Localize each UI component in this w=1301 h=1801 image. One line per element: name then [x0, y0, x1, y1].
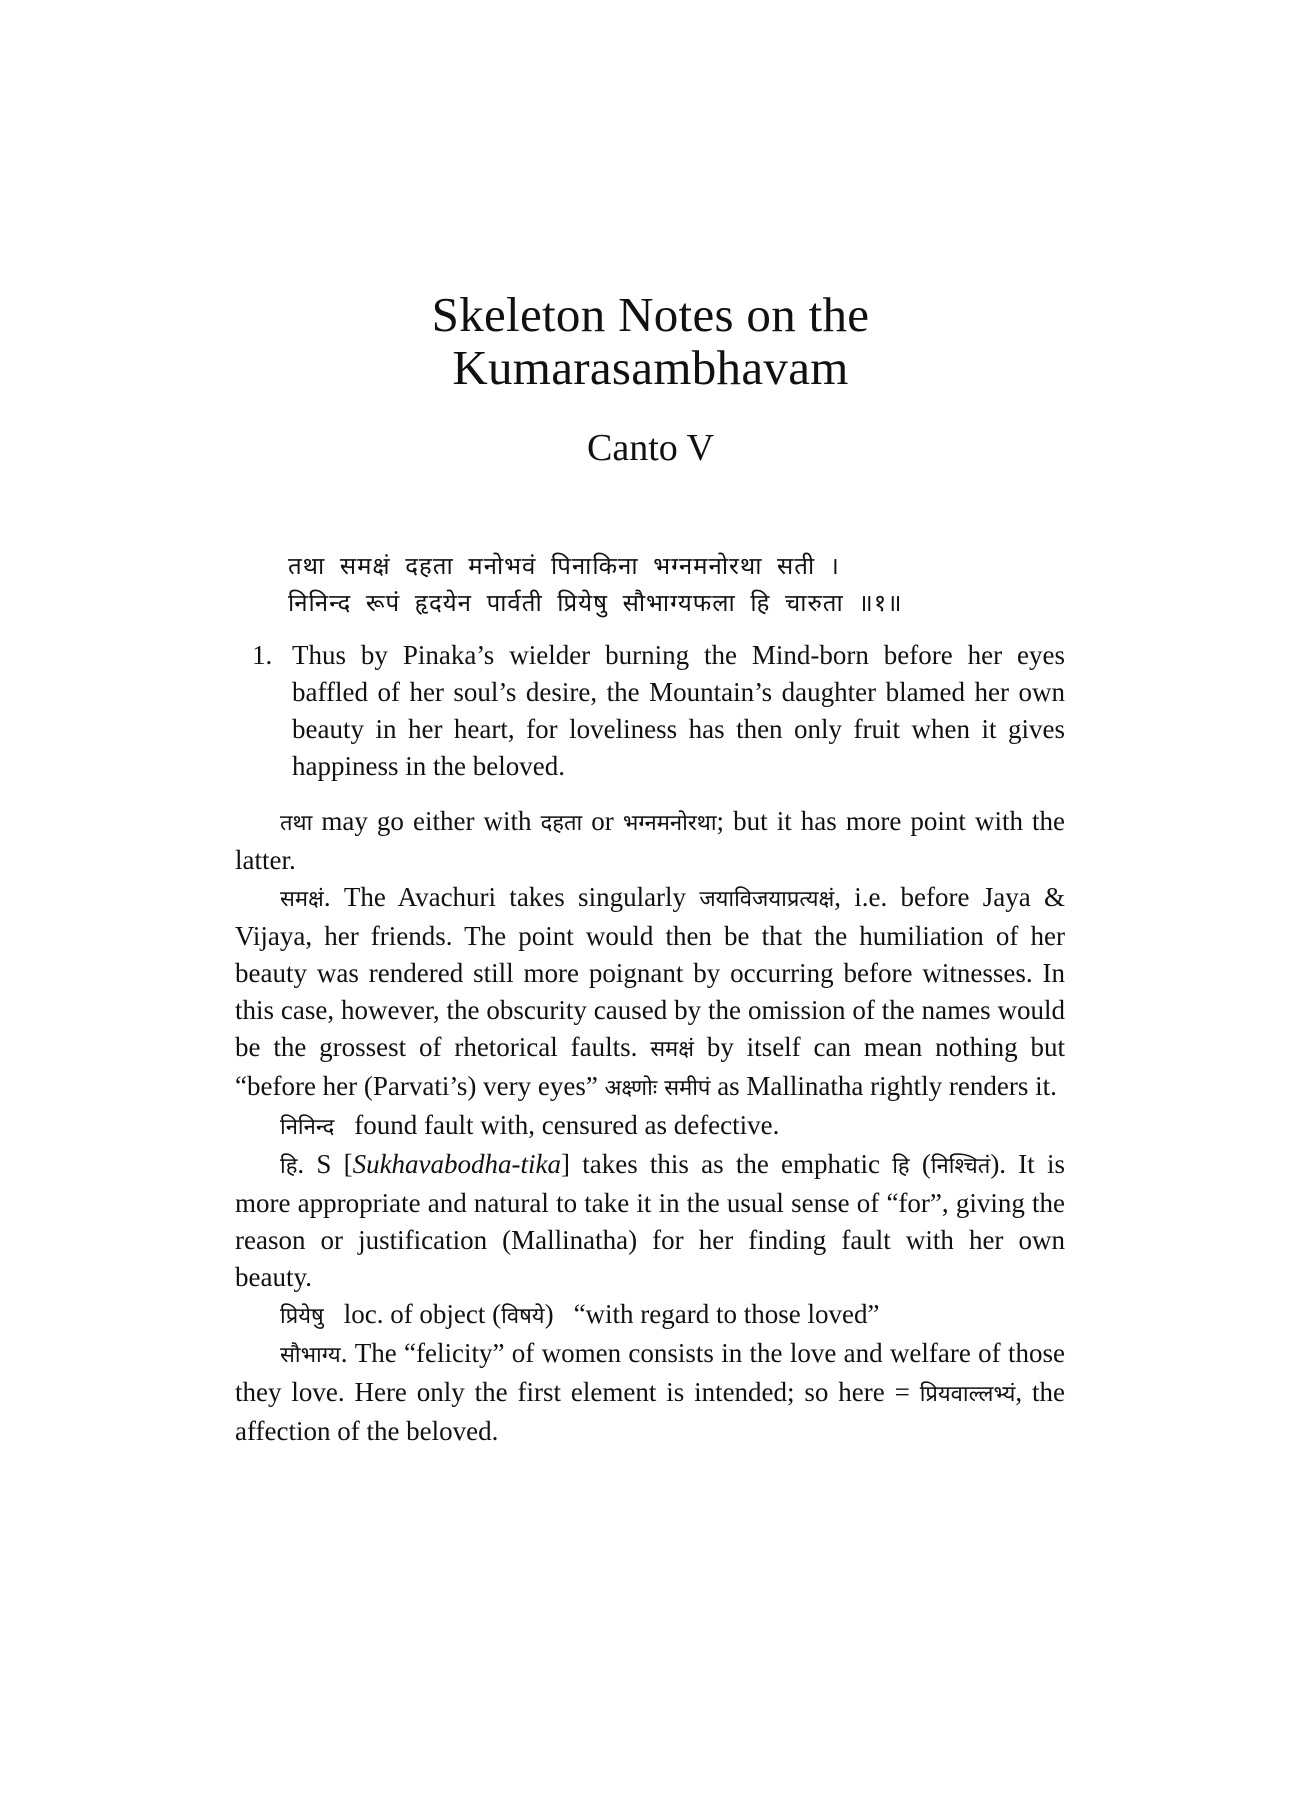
commentary-text: by itself can mean nothing but “before her (Parvati’s) very eyes”: [235, 1032, 1065, 1101]
commentary-paragraph-hi: [235, 1146, 1065, 1296]
sanskrit-term: प्रियवाल्लभ्यं: [919, 1382, 1016, 1407]
sanskrit-term: अक्ष्णोः समीपं: [604, 1076, 711, 1101]
sanskrit-term: निश्चितं: [930, 1154, 991, 1179]
commentary-text: ): [544, 1299, 554, 1329]
commentary-text: “with regard to those loved”: [573, 1299, 880, 1329]
commentary-text: loc. of object (: [343, 1299, 502, 1329]
sanskrit-term: तथा: [280, 811, 313, 836]
sanskrit-term: दहता: [540, 811, 583, 836]
commentary-text: as Mallinatha rightly renders it.: [710, 1071, 1057, 1101]
commentary-text: or: [582, 806, 623, 836]
verse-line-1: तथा समक्षं दहता मनोभवं पिनाकिना भग्नमनोरथा सती ।: [288, 552, 840, 580]
commentary-paragraph-saubhagya: [235, 1335, 1065, 1450]
commentary-text: may go either with: [312, 806, 541, 836]
verse-translation: [235, 637, 1065, 785]
commentary-text: , the affection of the beloved.: [235, 1377, 1065, 1446]
sanskrit-term: समक्षं: [280, 887, 324, 912]
source-title: Sukhavabodha-tika: [352, 1149, 562, 1179]
commentary-text: . S [: [297, 1149, 353, 1179]
page-title: [0, 288, 1301, 394]
commentary-paragraph-samaksham: [235, 879, 1065, 1107]
verse-number: 1.: [252, 640, 273, 670]
commentary-text: found fault with, censured as defective.: [354, 1110, 780, 1140]
sanskrit-verse: [288, 548, 1068, 622]
commentary-text: . The Avachuri takes singularly: [323, 882, 700, 912]
sanskrit-term: भग्नमनोरथा: [622, 811, 717, 836]
commentary-paragraph-priyeshu: [235, 1296, 1065, 1335]
sanskrit-term: प्रियेषु: [280, 1304, 324, 1329]
sanskrit-term: विषये: [501, 1304, 545, 1329]
commentary: [235, 803, 1065, 1450]
sanskrit-term: सौभाग्य: [280, 1343, 341, 1368]
canto-heading: Canto V: [586, 427, 715, 469]
sanskrit-term: समक्षं: [650, 1037, 694, 1062]
commentary-text: ). It is more appropriate and natural to take it in the usual sense of “for”, giving the reason or justification (Mallinatha) for her finding fault with her own beauty.: [235, 1149, 1065, 1292]
commentary-text: ] takes this as the emphatic: [561, 1149, 893, 1179]
title-line-2: Kumarasambhavam: [452, 340, 849, 395]
commentary-paragraph-tatha: [235, 803, 1065, 879]
title-line-1: Skeleton Notes on the: [431, 287, 870, 342]
sanskrit-term: हि: [280, 1154, 298, 1179]
commentary-paragraph-nininda: [235, 1107, 1065, 1146]
translation-text: Thus by Pinaka’s wielder burning the Mind-born before her eyes baffled of her soul’s desire, the Mountain’s daughter blamed her own beauty in her heart, for loveliness has then only fruit when it gives happiness in the beloved.: [292, 640, 1065, 781]
commentary-text: (: [909, 1149, 931, 1179]
commentary-text: , i.e. before Jaya & Vijaya, her friends. The point would then be that the humiliation of her beauty was rendered still more poignant by occurring before witnesses. In this case, however, the obscurity caused by the omission of the names would be the grossest of rhetorical faults.: [235, 882, 1066, 1062]
sanskrit-term: निनिन्द: [280, 1115, 335, 1140]
commentary-text: ; but it has more point with the latter.: [235, 806, 1066, 875]
verse-line-2: निनिन्द रूपं हृदयेन पार्वती प्रियेषु सौभाग्यफला हि चारुता ॥१॥: [288, 589, 903, 617]
commentary-text: . The “felicity” of women consists in the love and welfare of those they love. Here only the first element is intended; so here =: [235, 1338, 1065, 1407]
sanskrit-term: हि: [892, 1154, 910, 1179]
sanskrit-term: जयाविजयाप्रत्यक्षं: [699, 887, 835, 912]
